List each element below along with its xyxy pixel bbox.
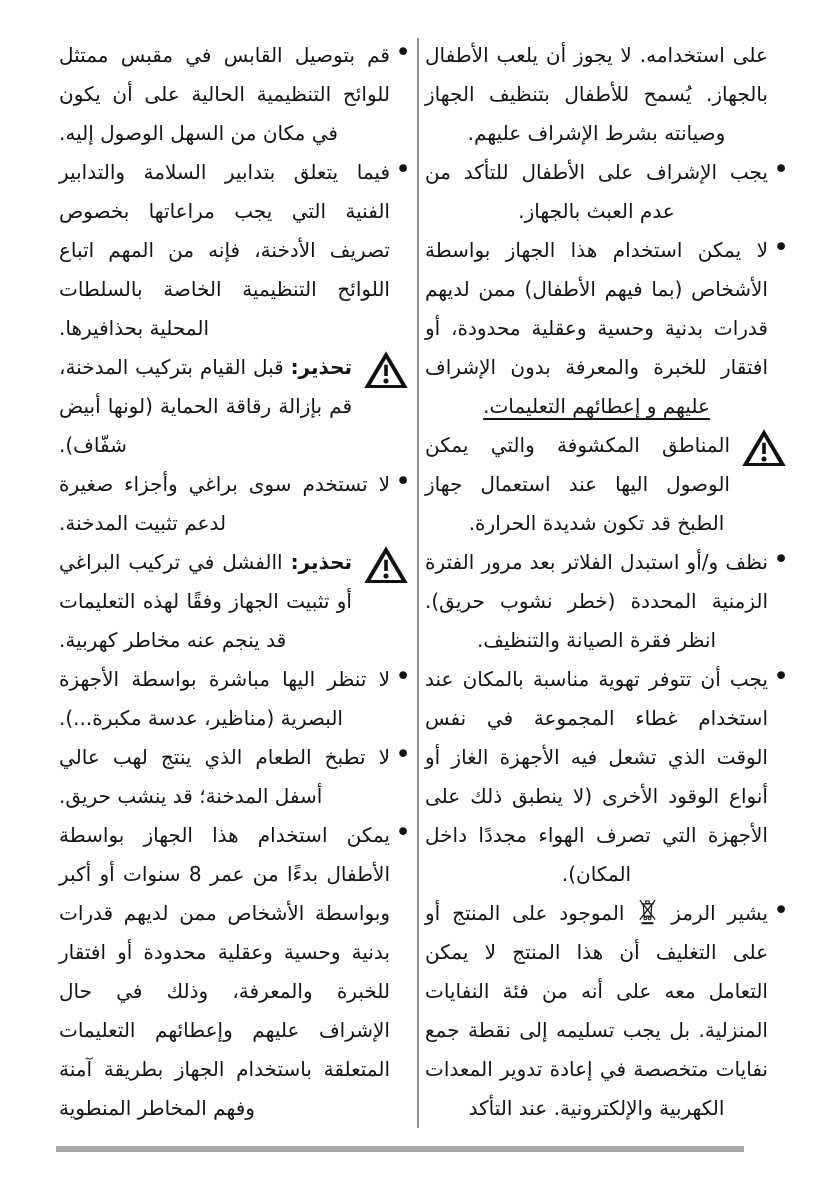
paragraph-text: االفشل في تركيب البراغي أو تثبيت الجهاز وفقًا لهذه التعليمات قد ينجم عنه مخاطر كهربية. [59,550,352,652]
paragraph-text: المناطق المكشوفة والتي يمكن الوصول اليها عند استعمال جهاز الطبخ قد تكون شديدة الحرارة. [425,433,730,535]
paragraph-text: لا يمكن استخدام هذا الجهاز بواسطة الأشخاص (بما فيهم الأطفال) ممن لديهم قدرات بدنية وحسية وعقلية محدودة، أو افتقار للخبرة والمعرفة بدون الإشراف [425,238,768,379]
footer-rule [56,1146,744,1152]
paragraph-text: الموجود على المنتج أو على التغليف أن هذا المنتج لا يمكن التعامل معه على أنه من فئة النفايات المنزلية. بل يجب تسليمه إلى نقطة جمع نفايات متخصصة في إعادة تدوير المعدات الكهربية والإلكترونية. عند التأكد [425,901,768,1120]
bullet-paragraph [59,36,390,153]
warning-label: تحذير: [290,550,352,574]
page-content [57,36,788,1128]
paragraph-text: يشير الرمز [659,901,768,925]
bullet-paragraph [425,231,768,426]
paragraph-text: قم بتوصيل القابس في مقبس ممتثل للوائح التنظيمية الحالية على أن يكون في مكان من السهل الوصول إليه. [59,43,390,145]
bullet-paragraph [425,660,768,894]
warning-paragraph [425,426,768,543]
bullet-paragraph [425,153,768,231]
weee-crossed-bin-icon [639,899,656,925]
paragraph-text: يمكن استخدام هذا الجهاز بواسطة الأطفال بدءًا من عمر 8 سنوات أو أكبر وبواسطة الأشخاص ممن لديهم قدرات بدنية وحسية وعقلية محدودة أو افتقار للخبرة والمعرفة، وذلك في حال الإشراف عليهم وإعطائهم التعليمات المتعلقة باستخدام الجهاز بطريقة آمنة وفهم المخاطر المنطوية [59,823,391,1120]
column-left [59,36,410,1128]
warning-triangle-icon [740,427,788,469]
column-divider [417,38,419,1128]
paragraph-text: لا تطبخ الطعام الذي ينتج لهب عالي أسفل المدخنة؛ قد ينشب حريق. [59,745,390,808]
warning-triangle-icon [362,544,410,586]
bullet-paragraph [59,738,390,816]
bullet-paragraph [425,543,768,660]
bullet-paragraph [425,894,768,1128]
paragraph [425,36,768,153]
warning-label: تحذير: [290,355,352,379]
column-right [425,36,788,1128]
bullet-paragraph [59,660,390,738]
bullet-paragraph [59,816,390,1128]
paragraph-text: فيما يتعلق بتدابير السلامة والتدابير الفنية التي يجب مراعاتها بخصوص تصريف الأدخنة، فإنه من المهم اتباع اللوائح التنظيمية الخاصة بالسلطات المحلية بحذافيرها. [59,160,390,340]
underlined-text: عليهم و إعطائهم التعليمات. [483,394,710,418]
paragraph-text: لا تستخدم سوى براغي وأجزاء صغيرة لدعم تثبيت المدخنة. [59,472,390,535]
paragraph-text: يجب الإشراف على الأطفال للتأكد من عدم العبث بالجهاز. [425,160,768,223]
paragraph-text: يجب أن تتوفر تهوية مناسبة بالمكان عند استخدام غطاء المجموعة في نفس الوقت الذي تشعل فيه الأجهزة الغاز أو أنواع الوقود الأخرى (لا ينطبق ذلك على الأجهزة التي تصرف الهواء مجددًا داخل المكان). [425,667,768,886]
paragraph-text: على استخدامه. لا يجوز أن يلعب الأطفال بالجهاز. يُسمح للأطفال بتنظيف الجهاز وصيانته بشرط الإشراف عليهم. [425,43,768,145]
warning-paragraph [59,348,390,465]
paragraph-text: لا تنظر اليها مباشرة بواسطة الأجهزة البصرية (مناظير، عدسة مكبرة...). [59,667,390,730]
paragraph-text: نظف و/أو استبدل الفلاتر بعد مرور الفترة الزمنية المحددة (خطر نشوب حريق). انظر فقرة الصيانة والتنظيف. [425,550,768,652]
paragraph-text: قبل القيام بتركيب المدخنة، قم بإزالة رقاقة الحماية (لونها أبيض شفّاف). [59,355,352,457]
bullet-paragraph [59,465,390,543]
bullet-paragraph [59,153,390,348]
warning-paragraph [59,543,390,660]
warning-triangle-icon [362,349,410,391]
